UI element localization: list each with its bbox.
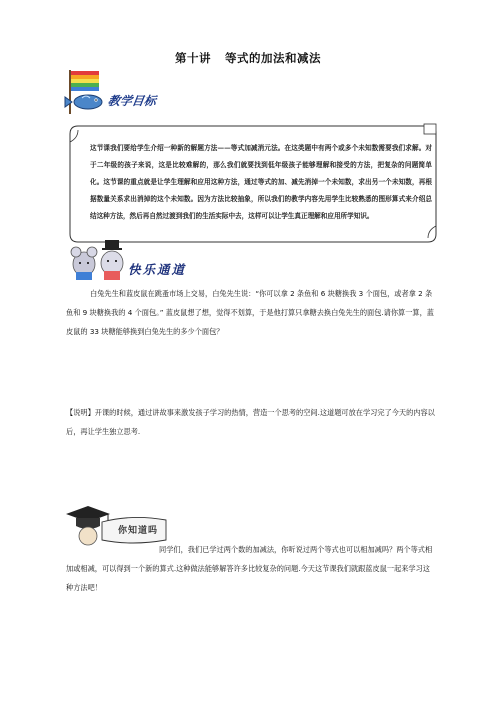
page-title (0, 50, 496, 66)
happy-path-badge-label: 快乐通道 (128, 262, 187, 277)
objectives-text: 这节课我们要给学生介绍一种新的解题方法——等式加减消元法。在这类题中有两个或多个未知数需要我们求解。对于二年级的孩子来说，这是比较难解的，那么我们就要找到低年级孩子能够理解和接受的方法，把复杂的问题简单化。这节课的重点就是让学生理解和应用这种方法，通过等式的加、减先消掉一个未知数，求出另一个未知数，再根据数量关系求出消掉的这个未知数。因为方法比较抽象，所以我们的教学内容先用学生比较熟悉的图形算式来介绍总结这种方法，然后再自然过渡到我们的生活实际中去，这样可以让学生真正理解和应用所学知识。 (90, 144, 432, 220)
note-paragraph: 【说明】开课的时候，通过讲故事来激发孩子学习的热情，营造一个思考的空间.这道题可放在学习完了今天的内容以后，再让学生独立思考. (66, 408, 435, 436)
lecture-number: 第十讲 (175, 51, 211, 65)
intro-paragraph (66, 540, 436, 597)
lecture-topic: 等式的加法和减法 (225, 51, 321, 65)
happy-path-badge (64, 236, 224, 282)
objectives-badge (64, 68, 174, 116)
cartoon-animals-icon (64, 236, 134, 282)
intro-text: 同学们，我们已学过两个数的加减法，你听说过两个等式也可以相加减吗？两个等式相加或相减，可以得到一个新的算式.这种做法能够解答许多比较复杂的问题.今天这节课我们就跟蓝皮鼠一起来学习这种方法吧！ (66, 545, 433, 592)
story-paragraph: 白兔先生和蓝皮鼠在跳蚤市场上交易，白兔先生说：“你可以拿 2 条鱼和 6 块糖换我 3 个面包，或者拿 2 条鱼和 9 块糖换我的 4 个面包。” 蓝皮鼠想了想，觉得不划算，于是他打算只拿糖去换白兔先生的面包.请你算一算，蓝皮鼠的 33 块糖能够换到白兔先生的多少个面包？ (66, 289, 434, 336)
did-you-know-badge-label: 你知道吗 (118, 526, 159, 536)
objectives-badge-label: 教学目标 (106, 94, 157, 108)
